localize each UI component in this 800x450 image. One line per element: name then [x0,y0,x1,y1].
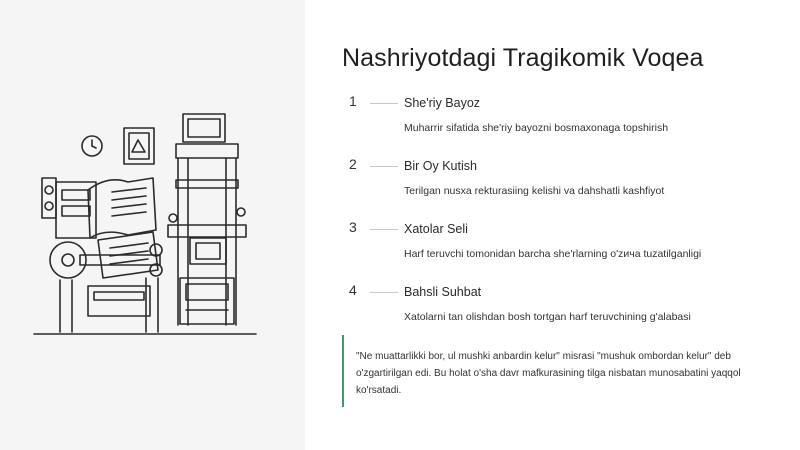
step-connector-line [370,229,398,230]
timeline-step-1 [346,93,786,146]
step-title: She'riy Bayoz [404,96,481,110]
step-number: 2 [349,156,357,172]
slide-title: Nashriyotdagi Tragikomik Voqea [342,44,704,72]
timeline-step-2 [346,156,786,209]
step-number: 1 [349,93,357,109]
step-connector-line [370,166,398,167]
timeline-step-4 [346,282,786,335]
step-title: Xatolar Seli [404,222,468,236]
printing-press-illustration [28,100,288,350]
step-title: Bir Oy Kutish [404,159,477,173]
timeline-step-3 [346,219,786,272]
step-description: Xatolarni tan olishdan bosh tortgan harf teruvchining g'alabasi [404,311,691,323]
step-number: 3 [349,219,357,235]
step-connector-line [370,103,398,104]
step-number: 4 [349,282,357,298]
quote-text: "Ne muattarlikki bor, ul mushki anbardin kelur" misrasi "mushuk ombordan kelur" deb o'zgartirilgan edi. Bu holat o'sha davr mafkurasining tilga nisbatan munosabatini yaqqol ko'rsatadi. [356,351,741,396]
step-description: Terilgan nusxa rekturasiing kelishi va dahshatli kashfiyot [404,185,665,197]
step-description: Harf teruvchi tomonidan barcha she'rlarning o'zича tuzatilganligi [404,248,702,260]
quote-accent-bar [342,335,344,407]
step-title: Bahsli Suhbat [404,285,482,299]
illustration-panel [0,0,305,450]
step-description: Muharrir sifatida she'riy bayozni bosmaxonaga topshirish [404,122,669,134]
step-connector-line [370,292,398,293]
